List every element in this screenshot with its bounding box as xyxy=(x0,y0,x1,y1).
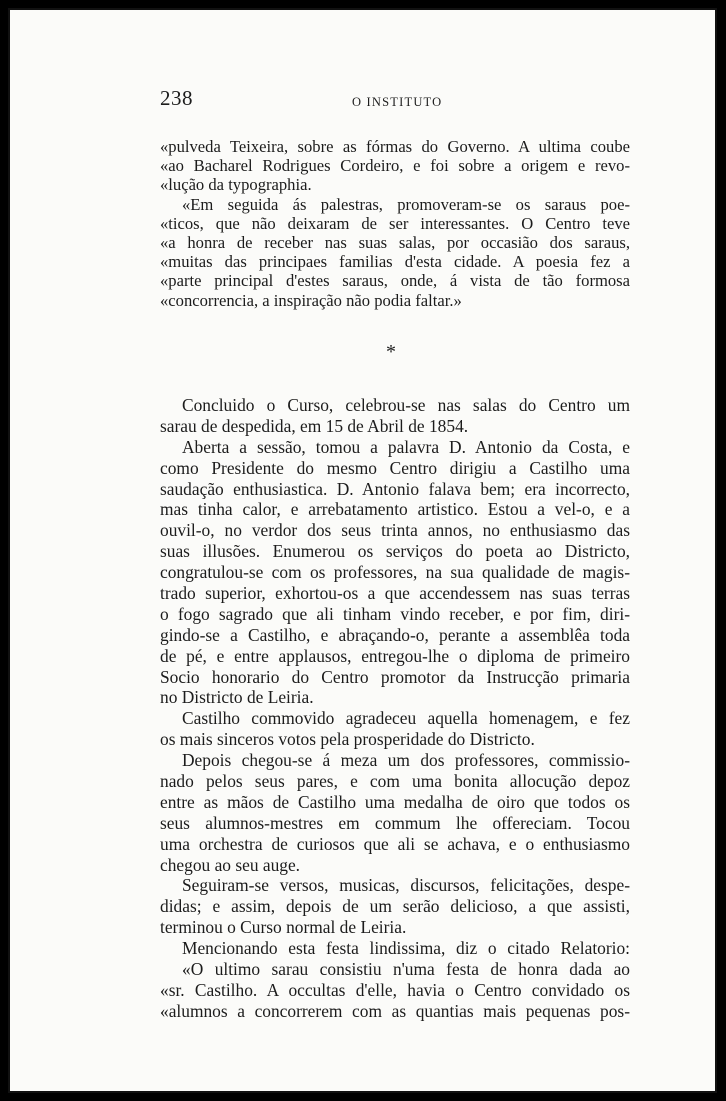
text-line: Aberta a sessão, tomou a palavra D. Antonio da Costa, e xyxy=(182,436,630,457)
text-line: «muitas das principaes familias d'esta cidade. A poesia fez a xyxy=(160,252,630,272)
text-line: os mais sinceros votos pela prosperidade do Districto. xyxy=(160,729,535,750)
text-line: trado superior, exhortou-os a que accendessem nas suas terras xyxy=(160,583,630,604)
text-line: entre as mãos de Castilho uma medalha de oiro que todos os xyxy=(160,791,630,812)
text-line: Socio honorario do Centro promotor da Instrucção primaria xyxy=(160,666,630,687)
page-header xyxy=(160,86,630,112)
text-line: congratulou-se com os professores, na sua qualidade de magis- xyxy=(160,562,630,583)
text-line: «ticos, que não deixaram de ser interessantes. O Centro teve xyxy=(160,213,630,233)
text-line: «alumnos a concorrerem com as quantias mais pequenas pos- xyxy=(160,1000,630,1021)
text-line: nado pelos seus pares, e com uma bonita allocução depoz xyxy=(160,771,630,792)
text-line: Mencionando esta festa lindissima, diz o citado Relatorio: xyxy=(182,938,630,959)
text-line: Concluido o Curso, celebrou-se nas salas do Centro um xyxy=(182,395,630,415)
text-line: «ao Bacharel Rodrigues Cordeiro, e foi sobre a origem e revo- xyxy=(160,156,630,176)
text-line: sarau de despedida, em 15 de Abril de 1854. xyxy=(160,415,469,436)
text-line: didas; e assim, depois de um serão delicioso, a que assisti, xyxy=(160,896,630,917)
page-number: 238 xyxy=(160,86,193,110)
section-separator-asterisk: * xyxy=(386,341,396,363)
text-line: gindo-se a Castilho, e abraçando-o, perante a assemblêa toda xyxy=(160,624,630,645)
running-title: O INSTITUTO xyxy=(352,95,443,109)
text-line: como Presidente do mesmo Centro dirigiu a Castilho uma xyxy=(160,457,630,478)
text-line: «a honra de receber nas suas salas, por occasião dos saraus, xyxy=(160,232,630,252)
body-text xyxy=(160,395,630,1022)
text-line: «pulveda Teixeira, sobre as fórmas do Governo. A ultima coube xyxy=(160,137,630,156)
text-line: «sr. Castilho. A occultas d'elle, havia o Centro convidado os xyxy=(160,979,630,1000)
text-line: «parte principal d'estes saraus, onde, á vista de tão formosa xyxy=(160,271,630,291)
text-line: Depois chegou-se á meza um dos professores, commissio- xyxy=(182,750,630,771)
text-line: terminou o Curso normal de Leiria. xyxy=(160,917,407,938)
text-line: suas illusões. Enumerou os serviços do poeta ao Districto, xyxy=(160,541,630,562)
text-line: mas tinha calor, e arrebatamento artistico. Estou a vel-o, e a xyxy=(160,499,630,520)
book-page xyxy=(8,8,717,1093)
text-line: o fogo sagrado que ali tinham vindo receber, e por fim, diri- xyxy=(160,603,630,624)
text-line: Castilho commovido agradeceu aquella homenagem, e fez xyxy=(182,708,630,729)
text-line: de pé, e entre applausos, entregou-lhe o diploma de primeiro xyxy=(160,645,630,666)
text-line: «Em seguida ás palestras, promoveram-se os saraus poe- xyxy=(182,194,630,214)
text-line: saudação enthusiastica. D. Antonio falava bem; era incorrecto, xyxy=(160,478,630,499)
text-line: uma orchestra de curiosos que ali se achava, e o enthusiasmo xyxy=(160,833,630,854)
text-line: «concorrencia, a inspiração não podia faltar.» xyxy=(160,290,462,310)
text-line: seus alumnos-mestres em commum lhe offereciam. Tocou xyxy=(160,812,630,833)
text-line: no Districto de Leiria. xyxy=(160,687,314,708)
text-line: Seguiram-se versos, musicas, discursos, felicitações, despe- xyxy=(182,875,630,896)
text-line: «lução da typographia. xyxy=(160,175,312,195)
text-line: chegou ao seu auge. xyxy=(160,854,301,875)
text-line: «O ultimo sarau consistiu n'uma festa de honra dada ao xyxy=(182,959,630,980)
quoted-passage xyxy=(160,137,630,310)
text-line: ouvil-o, no verdor dos seus trinta annos, no enthusiasmo das xyxy=(160,520,630,541)
